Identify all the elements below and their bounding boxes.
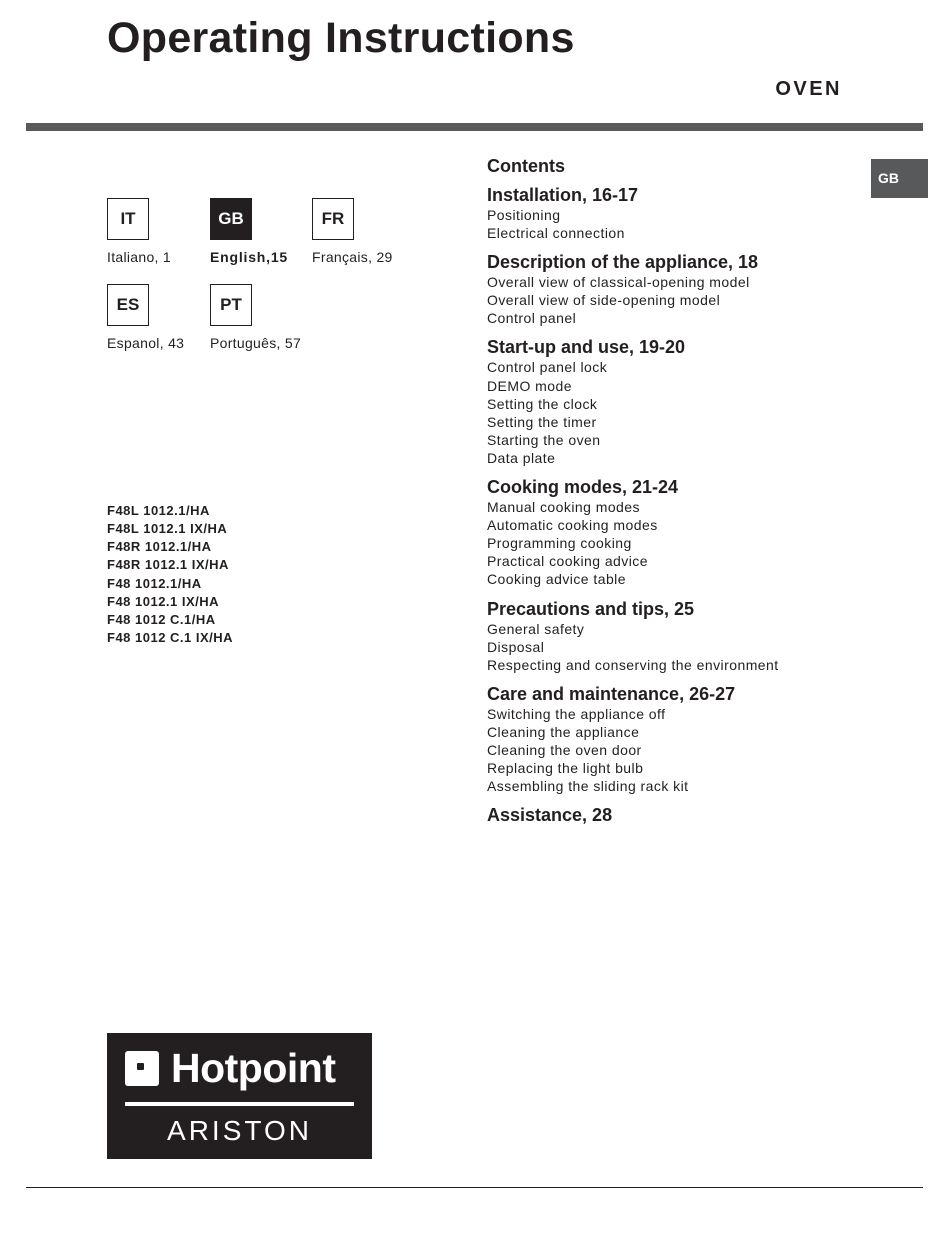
toc-item[interactable]: Electrical connection bbox=[487, 225, 625, 242]
model-item: F48 1012.1 IX/HA bbox=[107, 593, 220, 609]
toc-section-assistance bbox=[487, 804, 897, 826]
contents-title: Contents bbox=[487, 156, 565, 176]
toc-item[interactable]: Respecting and conserving the environment bbox=[487, 656, 779, 673]
toc-section-precautions bbox=[487, 598, 897, 674]
toc-heading[interactable]: Care and maintenance, 26-27 bbox=[487, 683, 736, 704]
toc-heading[interactable]: Precautions and tips, 25 bbox=[487, 598, 695, 619]
model-item: F48 1012 C.1 IX/HA bbox=[107, 630, 234, 646]
toc-heading[interactable]: Cooking modes, 21-24 bbox=[487, 477, 679, 498]
lang-label-gb: English,15 bbox=[210, 249, 289, 265]
footer-divider bbox=[26, 1187, 923, 1188]
lang-label-fr: Français, 29 bbox=[312, 249, 393, 265]
toc-item[interactable]: Cooking advice table bbox=[487, 571, 626, 588]
toc-section-cooking-modes bbox=[487, 476, 897, 588]
table-of-contents bbox=[487, 155, 897, 835]
page-title: Operating Instructions bbox=[107, 14, 575, 62]
lang-box-es[interactable]: ES bbox=[107, 284, 149, 326]
model-item: F48L 1012.1 IX/HA bbox=[107, 521, 228, 537]
toc-item[interactable]: Control panel bbox=[487, 310, 577, 327]
toc-item[interactable]: Programming cooking bbox=[487, 535, 632, 552]
lang-box-fr[interactable]: FR bbox=[312, 198, 354, 240]
toc-heading[interactable]: Installation, 16-17 bbox=[487, 185, 639, 205]
toc-section-startup bbox=[487, 336, 897, 467]
hotpoint-ariston-logo bbox=[107, 1033, 372, 1159]
toc-item[interactable]: Starting the oven bbox=[487, 431, 601, 448]
toc-item[interactable]: Positioning bbox=[487, 207, 561, 223]
toc-item[interactable]: Automatic cooking modes bbox=[487, 517, 658, 534]
toc-item[interactable]: General safety bbox=[487, 620, 585, 637]
header-divider bbox=[26, 123, 923, 131]
toc-heading[interactable]: Assistance, 28 bbox=[487, 805, 613, 826]
toc-item[interactable]: Cleaning the oven door bbox=[487, 741, 642, 758]
toc-item[interactable]: Control panel lock bbox=[487, 359, 608, 376]
toc-section-care bbox=[487, 683, 897, 795]
lang-box-pt[interactable]: PT bbox=[210, 284, 252, 326]
lang-label-es: Espanol, 43 bbox=[107, 335, 185, 351]
language-tab: GB bbox=[871, 159, 928, 198]
toc-item[interactable]: Data plate bbox=[487, 449, 556, 466]
toc-item[interactable]: Switching the appliance off bbox=[487, 705, 666, 722]
toc-section-installation bbox=[487, 184, 897, 242]
toc-heading[interactable]: Start-up and use, 19-20 bbox=[487, 337, 686, 358]
model-item: F48R 1012.1/HA bbox=[107, 539, 212, 555]
toc-item[interactable]: DEMO mode bbox=[487, 377, 572, 394]
toc-item[interactable]: Setting the timer bbox=[487, 413, 597, 430]
model-list bbox=[107, 502, 233, 647]
lang-label-it: Italiano, 1 bbox=[107, 249, 172, 265]
model-item: F48L 1012.1/HA bbox=[107, 503, 210, 518]
toc-heading[interactable]: Description of the appliance, 18 bbox=[487, 252, 759, 273]
logo-sub: ARISTON bbox=[167, 1115, 312, 1146]
toc-item[interactable]: Overall view of side-opening model bbox=[487, 292, 721, 309]
toc-item[interactable]: Disposal bbox=[487, 638, 545, 655]
model-item: F48 1012 C.1/HA bbox=[107, 611, 216, 627]
model-item: F48 1012.1/HA bbox=[107, 575, 202, 591]
toc-item[interactable]: Setting the clock bbox=[487, 395, 598, 412]
toc-item[interactable]: Manual cooking modes bbox=[487, 499, 640, 516]
logo-brand: Hotpoint bbox=[171, 1045, 336, 1091]
model-item: F48R 1012.1 IX/HA bbox=[107, 557, 229, 573]
toc-item[interactable]: Cleaning the appliance bbox=[487, 723, 640, 740]
lang-box-gb[interactable]: GB bbox=[210, 198, 252, 240]
toc-item[interactable]: Overall view of classical-opening model bbox=[487, 274, 750, 291]
toc-item[interactable]: Replacing the light bulb bbox=[487, 760, 644, 777]
toc-item[interactable]: Practical cooking advice bbox=[487, 553, 648, 570]
logo-mark-icon bbox=[125, 1051, 159, 1086]
lang-box-it[interactable]: IT bbox=[107, 198, 149, 240]
logo-divider bbox=[125, 1102, 354, 1106]
lang-label-pt: Português, 57 bbox=[210, 335, 302, 351]
toc-item[interactable]: Assembling the sliding rack kit bbox=[487, 778, 689, 795]
product-type: OVEN bbox=[775, 78, 842, 100]
toc-section-description bbox=[487, 251, 897, 327]
